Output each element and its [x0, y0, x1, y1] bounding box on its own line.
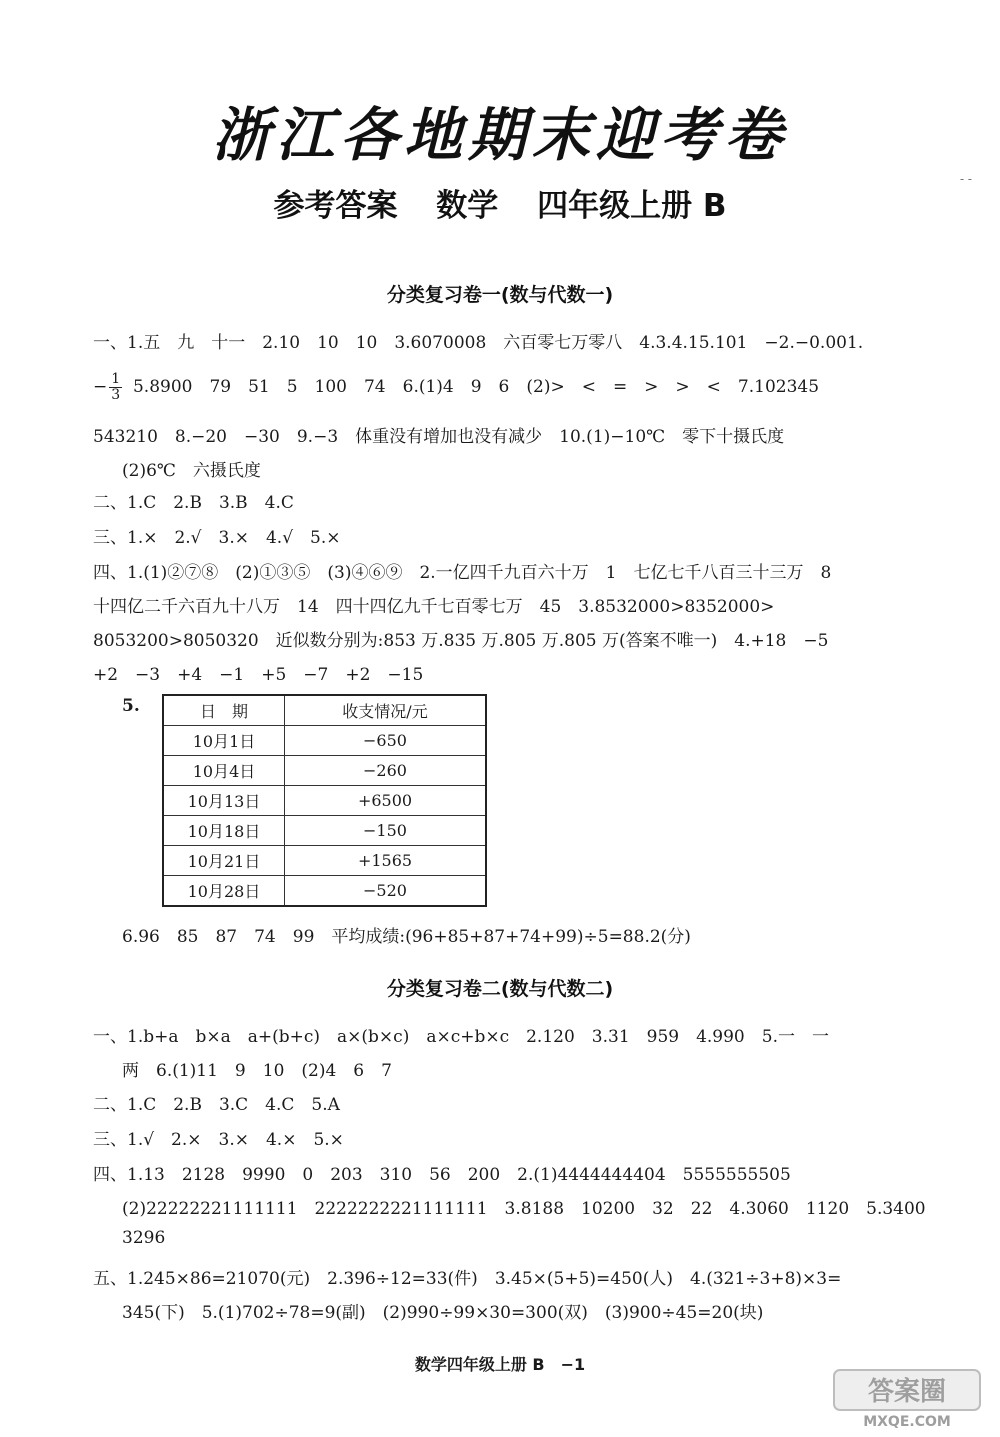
cell-amount: +1565	[285, 846, 487, 876]
table-header-row	[163, 695, 486, 726]
cell-amount: +6500	[285, 786, 487, 816]
answer-line: 五、1.245×86=21070(元) 2.396÷12=33(件) 3.45×(5+5)=450(人) 4.(321÷3+8)×3=	[93, 1269, 842, 1289]
answer-line: 三、1.√ 2.× 3.× 4.× 5.×	[93, 1130, 344, 1150]
table-row	[163, 756, 486, 786]
answer-line: 一、1.五 九 十一 2.10 10 10 3.6070008 六百零七万零八 4.3.4.15.101 −2.−0.001.	[93, 333, 864, 353]
cell-amount: −520	[285, 876, 487, 907]
watermark-brand: 答案圈	[867, 1377, 947, 1407]
income-expense-table	[162, 694, 487, 907]
table-label: 5.	[122, 696, 140, 716]
cell-amount: −260	[285, 756, 487, 786]
subtitle-subject: 数学	[436, 188, 499, 224]
margin-mark: - -	[960, 172, 972, 186]
answer-line: 四、1.(1)②⑦⑧ (2)①③⑤ (3)④⑥⑨ 2.一亿四千九百六十万 1 七亿七千八百三十三万 8	[93, 563, 832, 583]
answer-line	[93, 372, 950, 403]
answer-line: 345(下) 5.(1)702÷78=9(副) (2)990÷99×30=300(双) (3)900÷45=20(块)	[122, 1303, 764, 1323]
page-footer: 数学四年级上册 B −1	[414, 1355, 586, 1374]
answer-line: 8053200>8050320 近似数分别为:853 万.835 万.805 万.805 万(答案不唯一) 4.+18 −5	[93, 631, 829, 651]
answer-line: +2 −3 +4 −1 +5 −7 +2 −15	[93, 665, 424, 685]
table-row	[163, 876, 486, 907]
page-title: 浙江各地期末迎考卷	[211, 101, 788, 169]
table-row	[163, 786, 486, 816]
page-subtitle	[0, 180, 1000, 225]
answer-line: 二、1.C 2.B 3.C 4.C 5.A	[93, 1095, 340, 1115]
section2-heading: 分类复习卷二(数与代数二)	[386, 978, 614, 1000]
answer-line: (2)22222221111111 2222222221111111 3.8188 10200 32 22 4.3060 1120 5.3400	[122, 1199, 926, 1219]
answer-text: 5.8900 79 51 5 100 74 6.(1)4 9 6 (2)> < = > > < 7.102345	[132, 377, 820, 397]
cell-amount: −650	[285, 726, 487, 756]
header-amount: 收支情况/元	[285, 695, 487, 726]
subtitle-answer-key: 参考答案	[273, 188, 398, 224]
table-row	[163, 846, 486, 876]
answer-line: 三、1.× 2.√ 3.× 4.√ 5.×	[93, 528, 341, 548]
answer-line: 3296	[122, 1228, 166, 1248]
subtitle-grade: 四年级上册 B	[537, 188, 727, 224]
cell-date: 10月18日	[163, 816, 285, 846]
watermark-url: MXQE.COM	[863, 1414, 951, 1430]
watermark-logo	[832, 1368, 982, 1430]
cell-date: 10月21日	[163, 846, 285, 876]
cell-date: 10月13日	[163, 786, 285, 816]
fraction-denominator: 3	[111, 387, 121, 403]
cell-date: 10月1日	[163, 726, 285, 756]
table-row	[163, 816, 486, 846]
answer-line: 二、1.C 2.B 3.B 4.C	[93, 493, 294, 513]
answer-line: 一、1.b+a b×a a+(b+c) a×(b×c) a×c+b×c 2.120 3.31 959 4.990 5.一 一	[93, 1027, 829, 1047]
answer-line: 6.96 85 87 74 99 平均成绩:(96+85+87+74+99)÷5=88.2(分)	[122, 927, 691, 947]
fraction-numerator: 1	[111, 371, 121, 387]
answer-line: 两 6.(1)11 9 10 (2)4 6 7	[122, 1061, 392, 1081]
header-date: 日 期	[163, 695, 285, 726]
answer-line: 十四亿二千六百九十八万 14 四十四亿九千七百零七万 45 3.8532000>8352000>	[93, 597, 775, 617]
section1-heading: 分类复习卷一(数与代数一)	[386, 284, 614, 306]
cell-date: 10月4日	[163, 756, 285, 786]
answer-line: 543210 8.−20 −30 9.−3 体重没有增加也没有减少 10.(1)−10℃ 零下十摄氏度	[93, 427, 785, 447]
fraction	[109, 372, 122, 403]
cell-date: 10月28日	[163, 876, 285, 907]
cell-amount: −150	[285, 816, 487, 846]
answer-line: 四、1.13 2128 9990 0 203 310 56 200 2.(1)4444444404 5555555505	[93, 1165, 791, 1185]
table-row	[163, 726, 486, 756]
answer-line: (2)6℃ 六摄氏度	[122, 461, 261, 481]
fraction-sign: −	[93, 377, 108, 397]
